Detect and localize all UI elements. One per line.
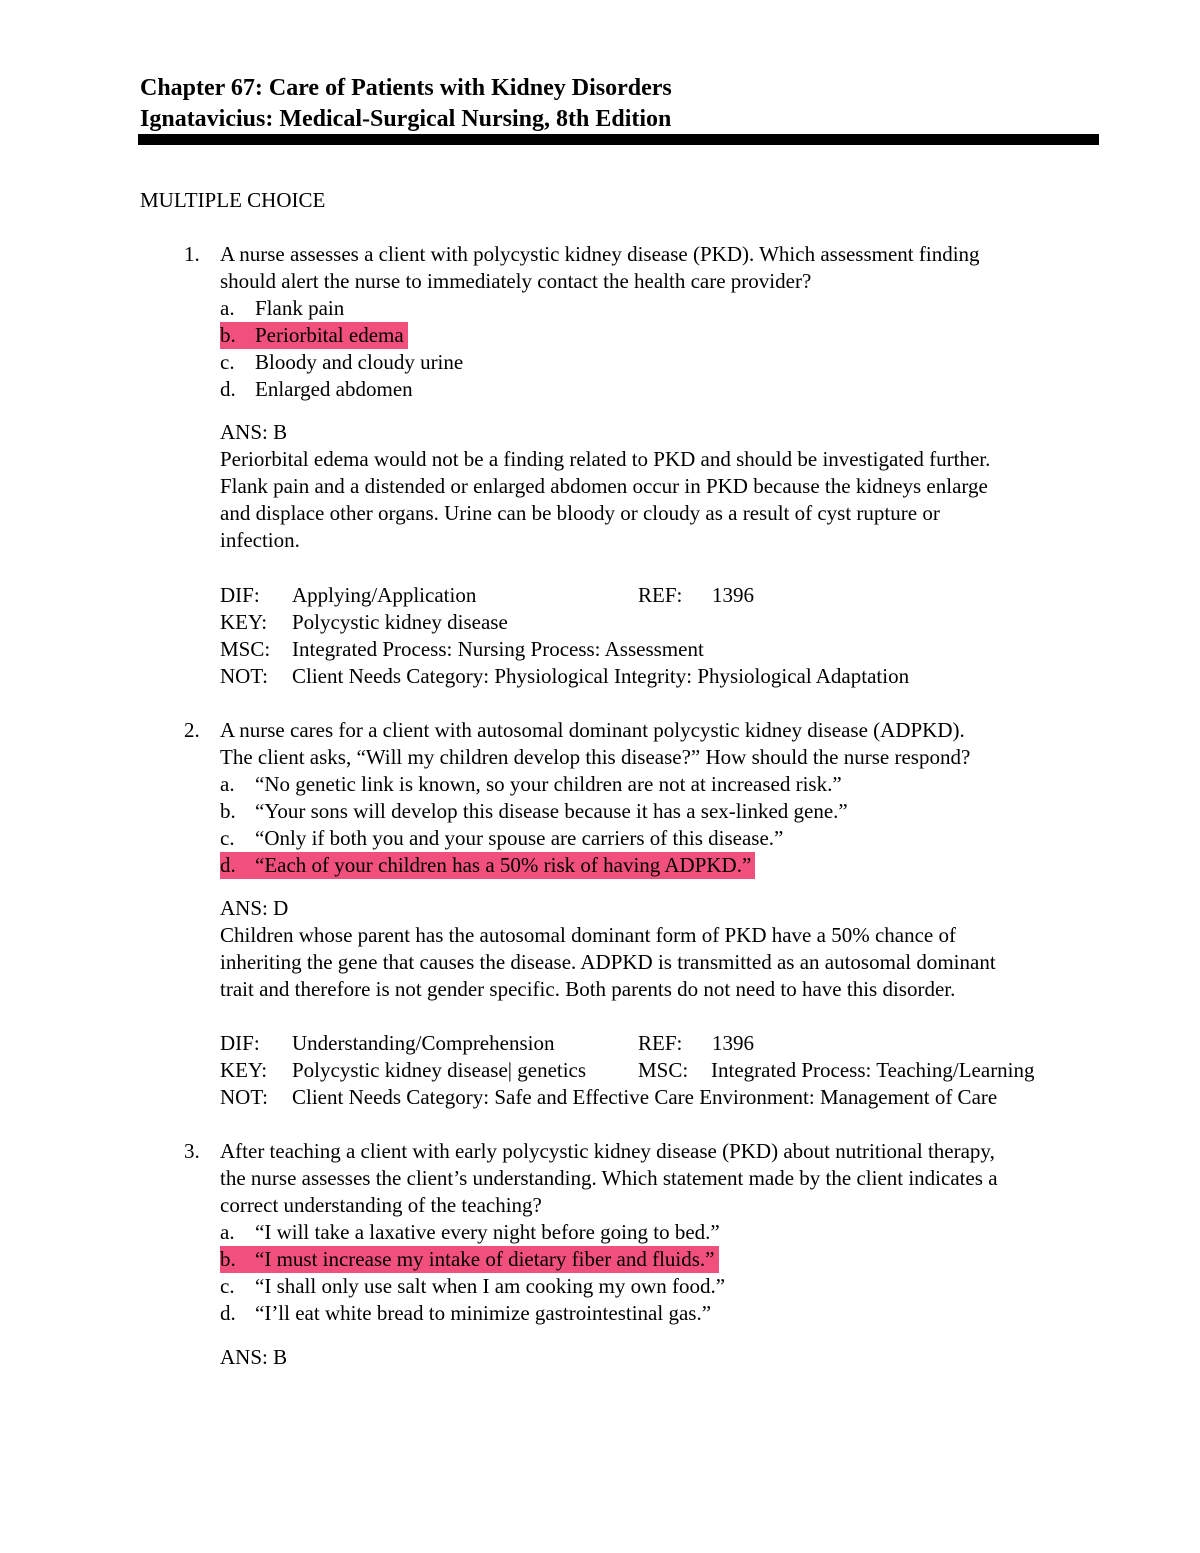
section-title: MULTIPLE CHOICE [140,188,326,212]
ref-label: REF: [638,1031,683,1055]
rationale-line: trait and therefore is not gender specific. Both parents do not need to have this disorder. [220,977,956,1001]
option-letter: a. [220,1220,235,1244]
option-letter: b. [220,1247,236,1271]
rationale-line: Children whose parent has the autosomal dominant form of PKD have a 50% chance of [220,923,956,947]
option-text: “I will take a laxative every night before going to bed.” [255,1220,720,1244]
question-stem-line: A nurse cares for a client with autosomal dominant polycystic kidney disease (ADPKD). [220,718,965,742]
ref-label: REF: [638,583,683,607]
rationale-line: Flank pain and a distended or enlarged abdomen occur in PKD because the kidneys enlarge [220,474,988,498]
option-text: Flank pain [255,296,345,320]
option-letter: c. [220,1274,235,1298]
question-stem-line: correct understanding of the teaching? [220,1193,542,1217]
rationale-line: Periorbital edema would not be a finding related to PKD and should be investigated further. [220,447,991,471]
option-letter: c. [220,350,235,374]
msc-value: Integrated Process: Nursing Process: Assessment [292,637,704,661]
option-letter: a. [220,772,235,796]
question-stem-line: The client asks, “Will my children develop this disease?” How should the nurse respond? [220,745,971,769]
answer-option-c [220,825,787,852]
not-value: Client Needs Category: Safe and Effective Care Environment: Management of Care [292,1085,998,1109]
option-letter: b. [220,323,236,347]
question-number: 3. [184,1139,200,1163]
option-text: Periorbital edema [255,323,404,347]
option-letter: b. [220,799,236,823]
answer-key: ANS: B [220,1345,288,1369]
answer-option-a [220,771,846,798]
answer-option-c [220,1273,729,1300]
option-text: “I must increase my intake of dietary fiber and fluids.” [255,1247,715,1271]
question-number: 1. [184,242,200,266]
answer-key: ANS: D [220,896,289,920]
answer-option-c [220,349,467,376]
option-text: “No genetic link is known, so your children are not at increased risk.” [255,772,842,796]
rationale-line: and displace other organs. Urine can be bloody or cloudy as a result of cyst rupture or [220,501,940,525]
answer-option-d [220,1300,715,1327]
book-subtitle: Ignatavicius: Medical-Surgical Nursing, 8th Edition [140,106,672,132]
option-letter: a. [220,296,235,320]
dif-label: DIF: [220,583,260,607]
answer-key: ANS: B [220,420,288,444]
question-stem-line: the nurse assesses the client’s understanding. Which statement made by the client indicates a [220,1166,998,1190]
rationale-line: infection. [220,528,300,552]
option-text: “I shall only use salt when I am cooking my own food.” [255,1274,726,1298]
not-label: NOT: [220,1085,268,1109]
question-number: 2. [184,718,200,742]
option-letter: d. [220,853,236,877]
chapter-title: Chapter 67: Care of Patients with Kidney Disorders [140,75,672,101]
answer-option-a [220,1219,724,1246]
answer-option-b-highlighted [220,1246,719,1273]
option-text: Enlarged abdomen [255,377,413,401]
answer-option-a [220,295,348,322]
question-stem-line: A nurse assesses a client with polycystic kidney disease (PKD). Which assessment finding [220,242,980,266]
msc-value: Integrated Process: Teaching/Learning [711,1058,1035,1082]
key-label: KEY: [220,610,268,634]
answer-option-d [220,376,417,403]
key-label: KEY: [220,1058,268,1082]
ref-value: 1396 [712,583,754,607]
question-stem-line: should alert the nurse to immediately contact the health care provider? [220,269,812,293]
dif-label: DIF: [220,1031,260,1055]
key-value: Polycystic kidney disease [292,610,508,634]
msc-label: MSC: [220,637,271,661]
option-letter: d. [220,377,236,401]
ref-value: 1396 [712,1031,754,1055]
option-text: “I’ll eat white bread to minimize gastrointestinal gas.” [255,1301,712,1325]
question-stem-line: After teaching a client with early polycystic kidney disease (PKD) about nutritional therapy, [220,1139,995,1163]
header-rule [138,134,1099,145]
option-text: “Your sons will develop this disease because it has a sex-linked gene.” [255,799,848,823]
option-letter: d. [220,1301,236,1325]
option-text: “Each of your children has a 50% risk of having ADPKD.” [255,853,752,877]
answer-option-b [220,798,852,825]
option-text: Bloody and cloudy urine [255,350,464,374]
dif-value: Applying/Application [292,583,477,607]
key-value: Polycystic kidney disease| genetics [292,1058,587,1082]
not-label: NOT: [220,664,268,688]
rationale-line: inheriting the gene that causes the disease. ADPKD is transmitted as an autosomal dominant [220,950,996,974]
option-text: “Only if both you and your spouse are carriers of this disease.” [255,826,784,850]
answer-option-d-highlighted [220,852,755,879]
answer-option-b-highlighted [220,322,408,349]
option-letter: c. [220,826,235,850]
not-value: Client Needs Category: Physiological Integrity: Physiological Adaptation [292,664,910,688]
msc-label: MSC: [638,1058,689,1082]
dif-value: Understanding/Comprehension [292,1031,555,1055]
